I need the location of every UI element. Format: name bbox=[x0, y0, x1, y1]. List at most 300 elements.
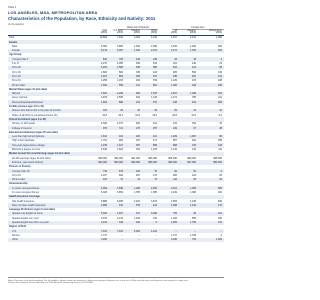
table-cell: 2,030 bbox=[151, 44, 157, 48]
table-cell: 904 bbox=[119, 139, 123, 143]
table-cell: 612 bbox=[153, 62, 157, 66]
table-cell: 9.2 bbox=[218, 113, 222, 117]
table-cell: 1,589 bbox=[117, 66, 123, 70]
table-cell: 1,594 bbox=[101, 83, 107, 87]
table-cell: 808 bbox=[173, 143, 177, 147]
table-cell: 339 bbox=[119, 221, 123, 225]
table-cell: 663 bbox=[173, 66, 177, 70]
table-cell: 497 bbox=[153, 74, 157, 78]
row-label: Nursery to 12th grade bbox=[12, 122, 36, 126]
table-cell: 559 bbox=[119, 83, 123, 87]
table-cell: 2,527 bbox=[171, 92, 177, 96]
table-cell: 4,007 bbox=[117, 49, 123, 53]
table-cell: 4,104 bbox=[151, 229, 157, 233]
table-cell: 60 bbox=[174, 169, 177, 173]
units-note: (in thousands) bbox=[8, 22, 24, 26]
table-cell: 3,004 bbox=[134, 36, 140, 40]
table-cell: 44 bbox=[193, 109, 196, 113]
row-label: Less than high school diploma bbox=[12, 135, 45, 139]
col-subheader: (ABS) bbox=[215, 32, 222, 35]
table-cell: 6,303 bbox=[101, 190, 107, 194]
table-cell: 431 bbox=[192, 100, 196, 104]
row-label: Health Insurance Coverage bbox=[9, 195, 40, 199]
table-cell: 602 bbox=[119, 173, 123, 177]
table-cell: 97 bbox=[193, 126, 196, 130]
table-cell: 1,806 bbox=[101, 70, 107, 74]
table-cell: 387 bbox=[136, 143, 140, 147]
table-cell: 1,709 bbox=[190, 233, 196, 237]
table-cell: 3,004 bbox=[134, 229, 140, 233]
table-cell: 481 bbox=[192, 74, 196, 78]
table-cell: 515 bbox=[136, 203, 140, 207]
table-cell: 565 bbox=[218, 186, 222, 190]
row-label: 18 to 64 bbox=[12, 173, 21, 177]
table-cell: 94 bbox=[120, 109, 123, 113]
row-label: School Enrollment (ages 3 to 34) bbox=[9, 117, 47, 121]
table-cell: 404 bbox=[119, 135, 123, 139]
table-cell: 221 bbox=[173, 62, 177, 66]
table-cell: 98 bbox=[219, 135, 222, 139]
row-label: Bachelor's degree or more bbox=[12, 148, 41, 152]
table-cell: 1,245 bbox=[190, 199, 196, 203]
table-cell: 6 bbox=[220, 169, 222, 173]
row-label: Homeownership bbox=[9, 182, 28, 186]
table-cell: 1,474 bbox=[171, 96, 177, 100]
table-cell: 152 bbox=[153, 216, 157, 220]
row-label: In owner-occupied homes bbox=[12, 186, 40, 190]
table-cell: 18 bbox=[193, 57, 196, 61]
table-cell: 2,648 bbox=[101, 148, 107, 152]
table-cell: 970 bbox=[103, 126, 107, 130]
table-cell: 152 bbox=[192, 122, 196, 126]
table-cell: 51.8 bbox=[135, 113, 140, 117]
table-cell: 295 bbox=[136, 74, 140, 78]
table-cell: 1,097 bbox=[190, 135, 196, 139]
table-cell: 211 bbox=[218, 96, 222, 100]
table-cell: 2,472 bbox=[171, 49, 177, 53]
table-cell: 273 bbox=[136, 126, 140, 130]
table-cell: 2,258 bbox=[101, 79, 107, 83]
table-cell: 570 bbox=[153, 100, 157, 104]
row-label: Divorced/separated/widowed bbox=[12, 100, 43, 104]
table-cell: 832 bbox=[218, 199, 222, 203]
table-cell: -- bbox=[138, 233, 140, 237]
table-cell: 2,412 bbox=[190, 36, 196, 40]
table-cell: 43.3 bbox=[118, 113, 123, 117]
table-cell: 1,585 bbox=[151, 190, 157, 194]
table-cell: 1,948 bbox=[171, 203, 177, 207]
col-header-total: Total bbox=[102, 29, 107, 32]
table-cell: 2,905 bbox=[171, 221, 177, 225]
table-cell: 886 bbox=[119, 100, 123, 104]
table-cell: 2,074 bbox=[151, 49, 157, 53]
table-cell: 249 bbox=[173, 126, 177, 130]
table-cell: 7,912 bbox=[117, 36, 123, 40]
table-cell: 1,398 bbox=[190, 190, 196, 194]
table-cell: 326 bbox=[136, 221, 140, 225]
table-cell: 605 bbox=[173, 173, 177, 177]
table-cell: 1,256 bbox=[190, 44, 196, 48]
row-label: Full-time, year-round workers bbox=[12, 160, 44, 164]
table-cell: 2,134 bbox=[117, 216, 123, 220]
table-cell: 925 bbox=[173, 70, 177, 74]
table-cell: 6,479 bbox=[101, 49, 107, 53]
table-cell: 136 bbox=[218, 70, 222, 74]
table-cell: 1,035 bbox=[171, 83, 177, 87]
table-cell: 446 bbox=[136, 169, 140, 173]
table-cell: 1,761 bbox=[101, 139, 107, 143]
col-subheader: (ABS) bbox=[116, 32, 123, 35]
table-cell: 33 bbox=[174, 57, 177, 61]
table-cell: $50,000 bbox=[114, 160, 123, 164]
table-cell: 932 bbox=[136, 122, 140, 126]
table-cell: 410 bbox=[153, 203, 157, 207]
table-cell: 735 bbox=[103, 169, 107, 173]
table-cell: 3,979 bbox=[101, 96, 107, 100]
row-label: 40 to 49 bbox=[12, 74, 21, 78]
table-cell: 857 bbox=[173, 139, 177, 143]
main-title: Characteristics of the Population, by Race, Ethnicity and Nativity: 2011 bbox=[8, 16, 156, 21]
source-line: Source: Pew Hispanic Center tabulations of 2011 American Community Survey (1% IPUMS). bbox=[8, 282, 94, 285]
table-cell: 1,076 bbox=[151, 148, 157, 152]
table-cell: 2,481 bbox=[134, 199, 140, 203]
table-label: Table 1 bbox=[8, 6, 17, 9]
table-notes bbox=[8, 280, 224, 285]
row-label: U.S. bbox=[12, 229, 17, 233]
table-cell: 941 bbox=[119, 203, 123, 207]
row-label: Mexico bbox=[12, 233, 20, 237]
table-cell: 1,737 bbox=[101, 233, 107, 237]
table-cell: 2,296 bbox=[117, 92, 123, 96]
table-cell: 1,515 bbox=[151, 92, 157, 96]
table-cell: 617 bbox=[136, 212, 140, 216]
row-label: Married bbox=[12, 92, 21, 96]
table-cell: 336 bbox=[218, 216, 222, 220]
table-cell: 918 bbox=[173, 100, 177, 104]
table-cell: 278 bbox=[192, 143, 196, 147]
table-cell: 1,737 bbox=[171, 233, 177, 237]
table-cell: $45,000 bbox=[148, 156, 157, 160]
table-cell: 2,449 bbox=[171, 190, 177, 194]
table-cell: 1,164 bbox=[190, 203, 196, 207]
table-cell: 3,854 bbox=[117, 190, 123, 194]
table-cell: 1,804 bbox=[101, 100, 107, 104]
table-cell: 859 bbox=[153, 143, 157, 147]
table-cell: 238 bbox=[218, 79, 222, 83]
table-cell: $32,000 bbox=[114, 156, 123, 160]
table-cell: 48 bbox=[193, 212, 196, 216]
row-label: Fertility (women ages 15 to 44) bbox=[9, 105, 44, 109]
table-cell: $36,000 bbox=[131, 160, 140, 164]
table-cell: 444 bbox=[218, 221, 222, 225]
table-cell: 2,954 bbox=[171, 199, 177, 203]
row-label: Speaks English less than very well bbox=[12, 221, 49, 225]
table-cell: 3,298 bbox=[151, 212, 157, 216]
row-label: Male bbox=[12, 44, 18, 48]
table-cell: 935 bbox=[173, 74, 177, 78]
table-cell: 414 bbox=[192, 66, 196, 70]
table-cell: 2,276 bbox=[101, 62, 107, 66]
table-cell: 1,005 bbox=[190, 186, 196, 190]
table-cell: $65,000 bbox=[148, 160, 157, 164]
table-cell: 2,421 bbox=[171, 186, 177, 190]
table-cell: 1,790 bbox=[190, 221, 196, 225]
table-cell: 4 bbox=[220, 233, 222, 237]
col-subheader: (ABS) bbox=[133, 32, 140, 35]
table-cell: 206 bbox=[218, 100, 222, 104]
row-label: Women who had a birth in the past 12 months bbox=[12, 109, 61, 113]
table-cell: 4,104 bbox=[151, 36, 157, 40]
group-header-foreign: Foreign-born bbox=[191, 26, 205, 29]
row-label: Educational Attainment (ages 25 and older) bbox=[9, 130, 59, 134]
table-cell: 264 bbox=[136, 79, 140, 83]
table-cell: 3,905 bbox=[117, 44, 123, 48]
table-row bbox=[8, 238, 224, 242]
table-cell: 703 bbox=[192, 238, 196, 242]
table-cell: -- bbox=[155, 238, 157, 242]
table-cell: 675 bbox=[119, 169, 123, 173]
table-cell: 1,427 bbox=[117, 143, 123, 147]
table-cell: 163 bbox=[103, 109, 107, 113]
table-cell: 1,785 bbox=[134, 190, 140, 194]
col-header-hispanic-native: Hispanic bbox=[131, 29, 140, 32]
table-cell: 881 bbox=[119, 70, 123, 74]
row-label: Share of all births to unmarried women (%) bbox=[12, 113, 58, 117]
table-cell: 328 bbox=[192, 83, 196, 87]
table-cell: 4,637 bbox=[117, 212, 123, 216]
table-cell: 419 bbox=[136, 57, 140, 61]
row-label: Gender bbox=[9, 40, 18, 44]
table-cell: 231 bbox=[173, 122, 177, 126]
table-cell: -- bbox=[220, 229, 222, 233]
table-cell: 69 bbox=[174, 109, 177, 113]
table-cell: 721 bbox=[119, 126, 123, 130]
col-subheader: (ABS) bbox=[189, 32, 196, 35]
table-cell: 1,208 bbox=[134, 186, 140, 190]
table-cell: 2,456 bbox=[151, 186, 157, 190]
table-cell: 3,180 bbox=[171, 238, 177, 242]
table-cell: $43,000 bbox=[98, 160, 107, 164]
table-cell: 38 bbox=[219, 126, 222, 130]
table-cell: 29 bbox=[219, 178, 222, 182]
table-cell: 1,242 bbox=[171, 216, 177, 220]
table-cell: 12,829 bbox=[99, 36, 107, 40]
table-cell: 680 bbox=[153, 66, 157, 70]
table-cell: 552 bbox=[192, 70, 196, 74]
data-table-body bbox=[8, 36, 224, 242]
table-cell: 19.6 bbox=[152, 113, 157, 117]
table-cell: 5,393 bbox=[101, 212, 107, 216]
table-cell: 31.9 bbox=[191, 113, 196, 117]
row-label: Has health insurance bbox=[12, 199, 35, 203]
table-cell: 471 bbox=[153, 139, 157, 143]
row-label: In renter-occupied homes bbox=[12, 190, 40, 194]
row-label: Age Group bbox=[9, 53, 22, 57]
group-header-native: Native-born Hispanics bbox=[126, 26, 150, 29]
table-cell: 46 bbox=[137, 109, 140, 113]
table-cell: 200 bbox=[136, 135, 140, 139]
col-header-white: White bbox=[151, 29, 157, 32]
table-cell: 1,188 bbox=[190, 92, 196, 96]
table-cell: 1,813 bbox=[101, 135, 107, 139]
row-label: Never married bbox=[12, 96, 28, 100]
col-header-all-foreign: All bbox=[174, 29, 177, 32]
table-cell: 2,889 bbox=[101, 203, 107, 207]
table-cell: 1,642 bbox=[134, 216, 140, 220]
table-cell: 756 bbox=[173, 212, 177, 216]
row-label: Marital Status (ages 15 and older) bbox=[9, 87, 48, 91]
table-cell: 76 bbox=[154, 169, 157, 173]
table-cell: 257 bbox=[153, 126, 157, 130]
table-cell: 648 bbox=[136, 66, 140, 70]
table-cell: 29 bbox=[154, 109, 157, 113]
table-cell: -- bbox=[155, 233, 157, 237]
table-cell: 793 bbox=[153, 79, 157, 83]
row-label: Other bbox=[12, 238, 18, 242]
table-cell: 297 bbox=[136, 139, 140, 143]
table-cell: 198 bbox=[153, 57, 157, 61]
table-cell: 7,912 bbox=[117, 229, 123, 233]
table-cell: 3,376 bbox=[101, 216, 107, 220]
row-label: Female bbox=[12, 49, 20, 53]
row-label: Speaks only English at home bbox=[12, 212, 43, 216]
table-cell: 2,071 bbox=[117, 122, 123, 126]
table-cell: 1,002 bbox=[216, 238, 222, 242]
table-cell: 1,409 bbox=[171, 135, 177, 139]
table-cell: 14 bbox=[137, 178, 140, 182]
row-label: High school graduate bbox=[12, 139, 35, 143]
table-cell: 3,180 bbox=[101, 238, 107, 242]
table-cell: 98 bbox=[219, 66, 222, 70]
row-label: Language Proficiency (ages 5 and older) bbox=[9, 208, 55, 212]
table-cell: 170 bbox=[153, 173, 157, 177]
table-cell: -- bbox=[121, 238, 123, 242]
table-cell: 816 bbox=[103, 57, 107, 61]
table-cell: 1,510 bbox=[134, 44, 140, 48]
table-cell: $35,000 bbox=[168, 160, 177, 164]
table-cell: -- bbox=[175, 229, 177, 233]
table-cell: 924 bbox=[136, 96, 140, 100]
row-label: College or beyond bbox=[12, 126, 32, 130]
table-cell: 34.8 bbox=[102, 113, 107, 117]
table-cell: 556 bbox=[192, 216, 196, 220]
row-label: Region of Birth bbox=[9, 225, 27, 229]
table-cell: 218 bbox=[218, 143, 222, 147]
table-cell: 892 bbox=[119, 74, 123, 78]
table-cell: -- bbox=[121, 233, 123, 237]
table-cell: 1,146 bbox=[151, 96, 157, 100]
table-cell: 287 bbox=[136, 173, 140, 177]
table-cell: $21,000 bbox=[131, 156, 140, 160]
table-cell: 345 bbox=[136, 70, 140, 74]
table-cell: 72 bbox=[154, 178, 157, 182]
table-cell: 83 bbox=[219, 173, 222, 177]
table-cell: 2,445 bbox=[171, 44, 177, 48]
table-cell: 134 bbox=[192, 148, 196, 152]
table-cell: 47 bbox=[120, 178, 123, 182]
table-cell: 50 bbox=[193, 169, 196, 173]
table-cell: 33 bbox=[219, 122, 222, 126]
table-cell: -- bbox=[194, 229, 196, 233]
row-label: Two-year degree/some college bbox=[12, 143, 45, 147]
row-label: 18 to 29 bbox=[12, 66, 21, 70]
table-cell: 4 bbox=[220, 57, 222, 61]
table-cell: 2,055 bbox=[117, 62, 123, 66]
row-label: Younger than 5 bbox=[12, 57, 29, 61]
area-title: LOS ANGELES, MSA, METROPOLITAN AREA bbox=[8, 10, 98, 15]
table-bottom-rule bbox=[8, 277, 224, 278]
table-cell: 31 bbox=[219, 62, 222, 66]
table-cell: 101 bbox=[153, 135, 157, 139]
row-label: 5 to 17 bbox=[12, 62, 20, 66]
table-cell: 146 bbox=[192, 62, 196, 66]
table-cell: 1,207 bbox=[101, 173, 107, 177]
row-label: 50 to 64 bbox=[12, 79, 21, 83]
row-label: Total bbox=[9, 36, 15, 40]
row-label: Younger than 18 bbox=[12, 169, 30, 173]
table-cell: 1,006 bbox=[216, 36, 222, 40]
table-cell: 473 bbox=[192, 79, 196, 83]
table-cell: 932 bbox=[136, 62, 140, 66]
row-label: 30 to 39 bbox=[12, 70, 21, 74]
table-cell: 881 bbox=[153, 83, 157, 87]
table-cell: 3,244 bbox=[101, 221, 107, 225]
table-cell: 53 bbox=[193, 178, 196, 182]
table-cell: 5 bbox=[155, 221, 157, 225]
table-cell: 783 bbox=[119, 57, 123, 61]
col-header-foreign-born: Foreign-born bbox=[208, 29, 222, 32]
table-cell: 6,350 bbox=[101, 44, 107, 48]
table-cell: 335 bbox=[218, 83, 222, 87]
table-cell: 2,302 bbox=[101, 122, 107, 126]
table-cell: 789 bbox=[192, 96, 196, 100]
table-cell: 202 bbox=[136, 148, 140, 152]
table-cell: 2,235 bbox=[101, 143, 107, 147]
table-cell: 1,522 bbox=[117, 148, 123, 152]
table-cell: 164 bbox=[218, 74, 222, 78]
col-subheader: (ABS) bbox=[150, 32, 157, 35]
row-label: Does not have health insurance bbox=[12, 203, 46, 207]
table-cell: 404 bbox=[192, 139, 196, 143]
table-cell: 116 bbox=[173, 178, 177, 182]
table-cell: 1,153 bbox=[117, 79, 123, 83]
table-cell: 543 bbox=[218, 92, 222, 96]
table-cell: 684 bbox=[136, 92, 140, 96]
table-cell: 3,948 bbox=[117, 186, 123, 190]
table-cell: 163 bbox=[103, 178, 107, 182]
table-cell: 6,935 bbox=[117, 199, 123, 203]
table-cell: 430 bbox=[218, 190, 222, 194]
table-cell: 2,505 bbox=[117, 96, 123, 100]
table-cell: 9,889 bbox=[101, 199, 107, 203]
table-cell: 10 bbox=[219, 109, 222, 113]
col-header-hispanic-foreign: Hispanic bbox=[187, 29, 196, 32]
table-cell: 411 bbox=[218, 148, 222, 152]
table-cell: 2,252 bbox=[101, 66, 107, 70]
notes-line: Notes: Universe is the total population. For all variables, figures shown are based on a three-year average. Hispanics are of any race. Whites include only non-Hispanics who reported a single race. bbox=[8, 279, 189, 282]
table-cell: 1,105 bbox=[171, 79, 177, 83]
table-cell: 524 bbox=[218, 49, 222, 53]
col-header-us-born: U.S.-born bbox=[113, 29, 123, 32]
table-cell: $27,000 bbox=[187, 160, 196, 164]
row-label: 65 and older bbox=[12, 83, 26, 87]
table-cell: $36,000 bbox=[213, 156, 222, 160]
row-label: Persons in Poverty bbox=[9, 165, 31, 169]
table-cell: 1,156 bbox=[190, 49, 196, 53]
col-subheader: (ABS) bbox=[170, 32, 177, 35]
table-cell: 614 bbox=[153, 122, 157, 126]
table-cell: 23.8 bbox=[172, 113, 177, 117]
